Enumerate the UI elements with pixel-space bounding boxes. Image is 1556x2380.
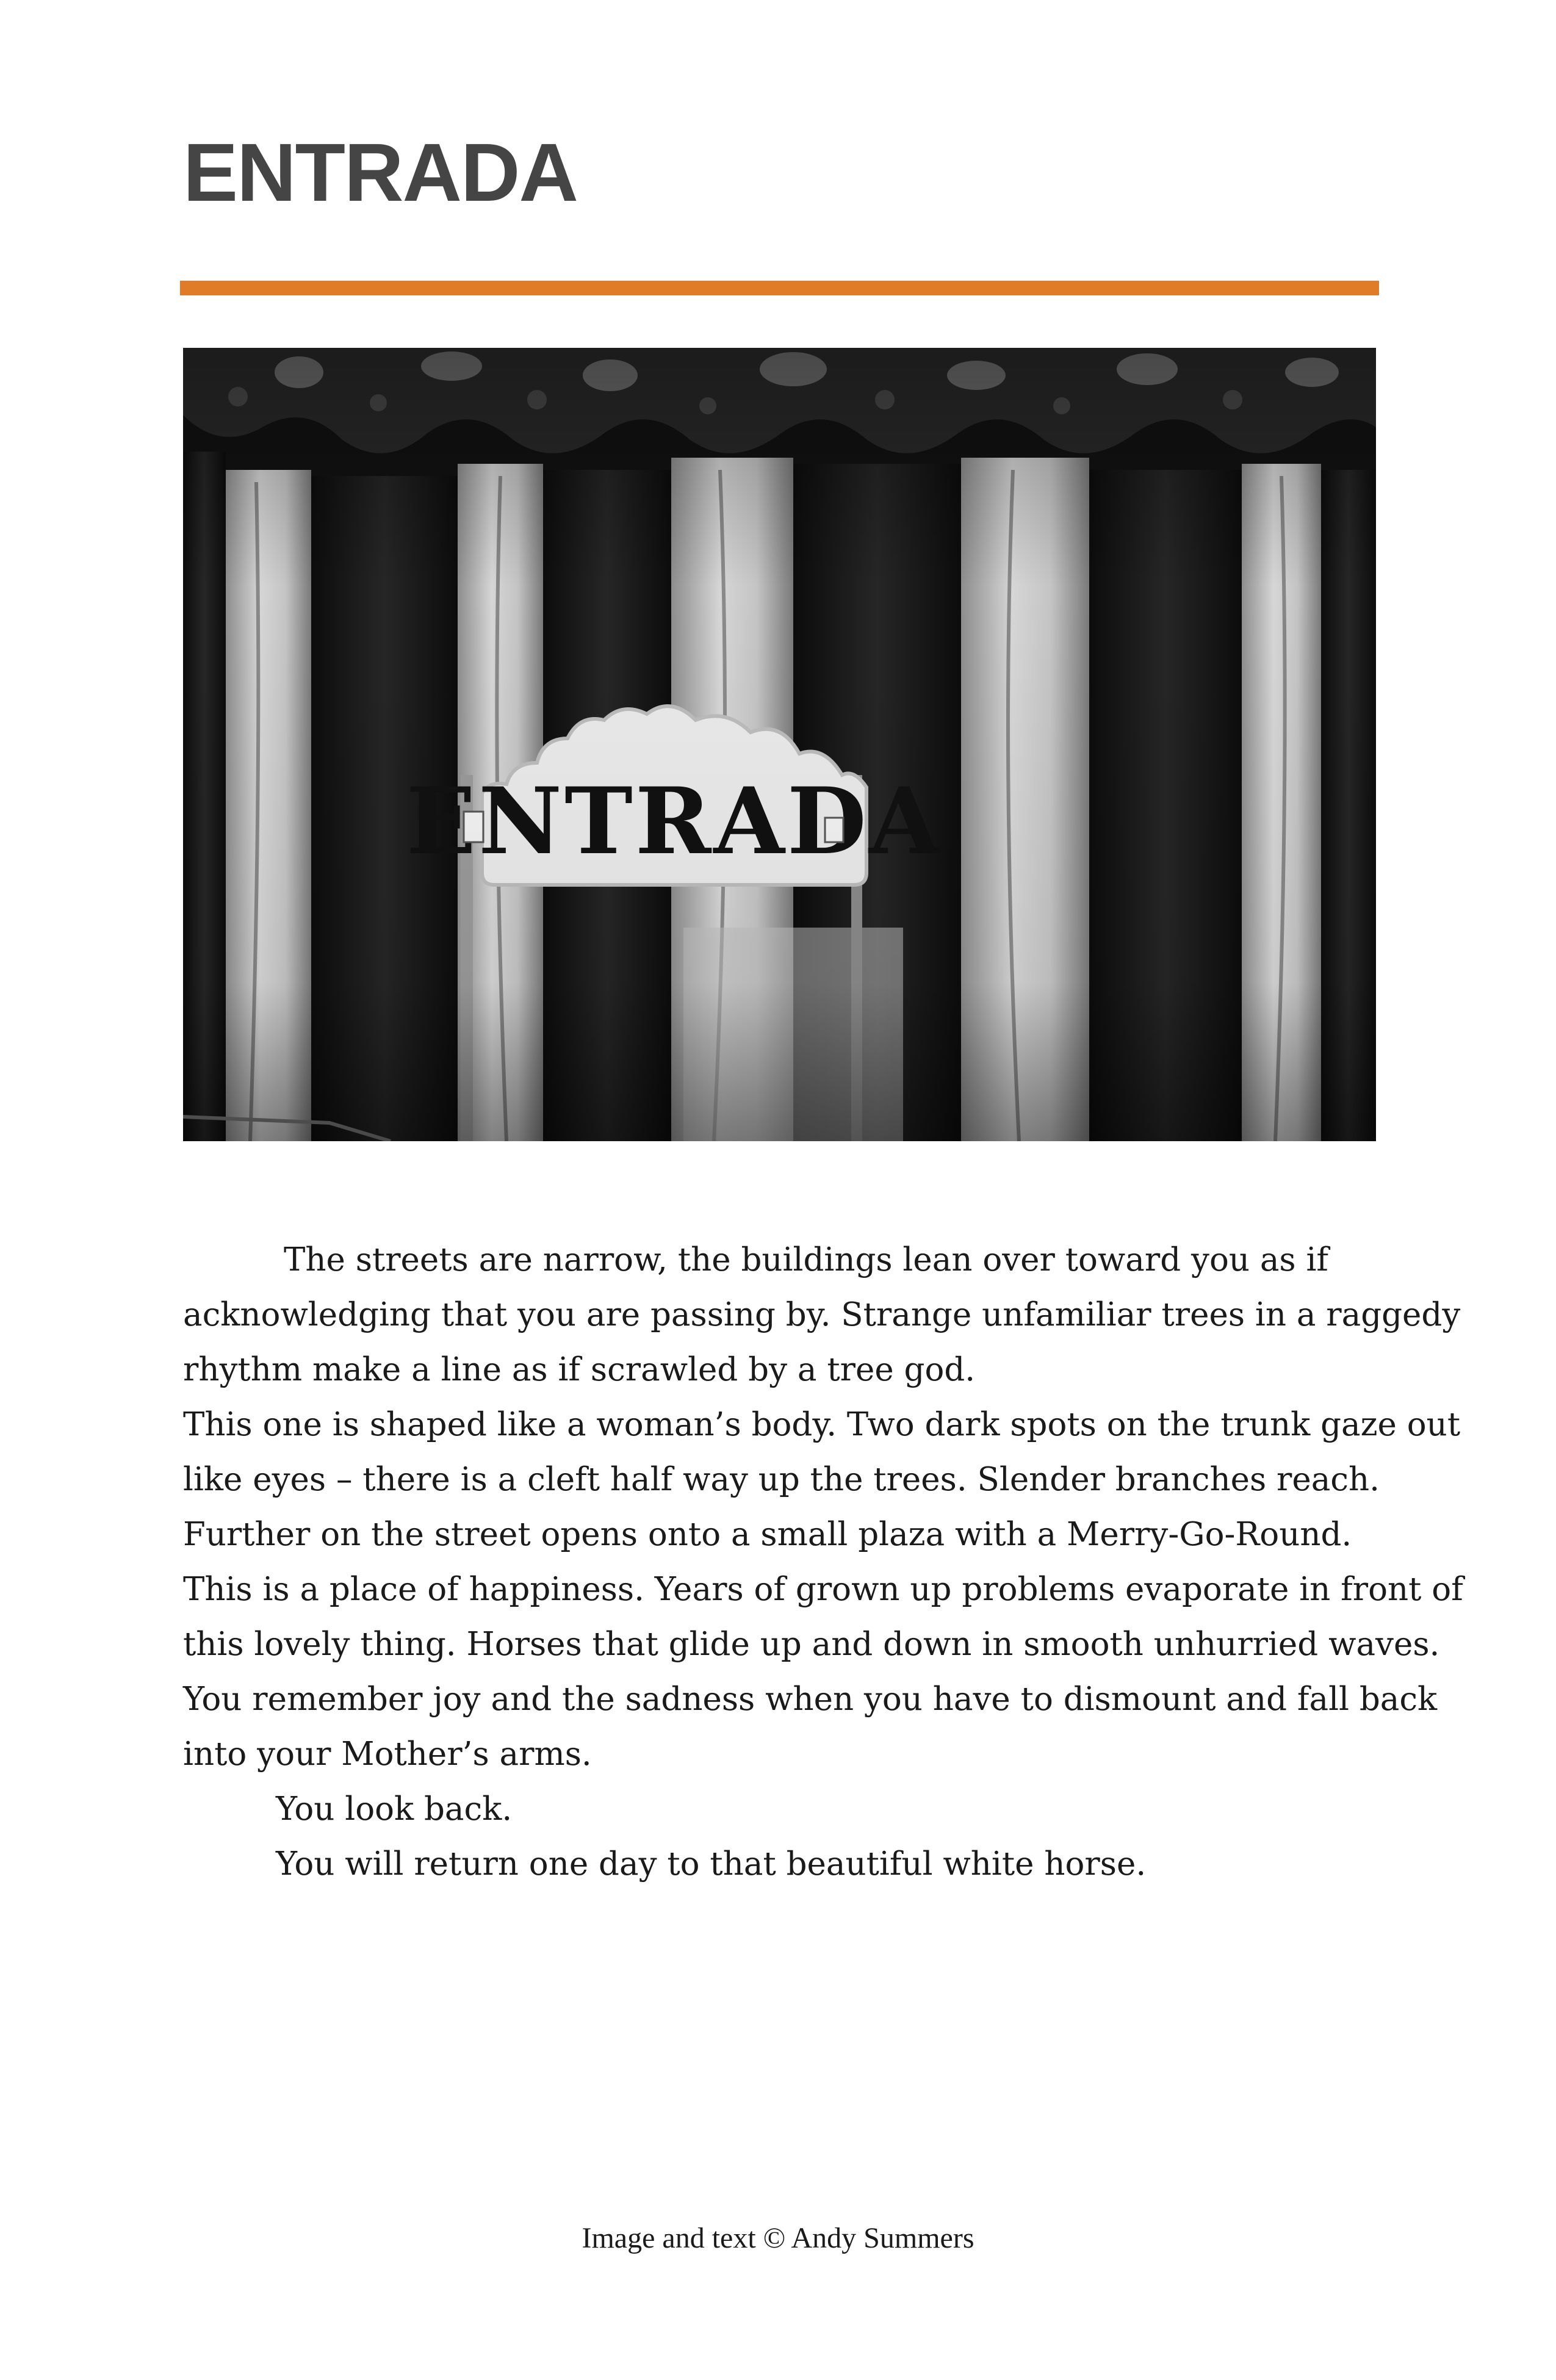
body-line: Further on the street opens onto a small plaza with a Merry-Go-Round. [183, 1516, 1352, 1553]
body-line: rhythm make a line as if scrawled by a tree god. [183, 1351, 976, 1388]
body-line: acknowledging that you are passing by. Strange unfamiliar trees in a raggedy [183, 1296, 1461, 1333]
body-line: This is a place of happiness. Years of grown up problems evaporate in front of [183, 1571, 1463, 1608]
carousel-entrance-photo [183, 348, 1376, 1141]
body-line: You remember joy and the sadness when you have to dismount and fall back [183, 1681, 1438, 1718]
body-line: this lovely thing. Horses that glide up and down in smooth unhurried waves. [183, 1626, 1440, 1663]
body-line: The streets are narrow, the buildings lean over toward you as if [284, 1241, 1329, 1278]
body-line: You look back. [276, 1790, 513, 1828]
title-divider [180, 281, 1379, 295]
body-line: You will return one day to that beautiful white horse. [276, 1845, 1147, 1883]
body-line: like eyes – there is a cleft half way up the trees. Slender branches reach. [183, 1461, 1380, 1498]
copyright-credit: Image and text © Andy Summers [582, 2222, 974, 2254]
page-title: ENTRADA [183, 126, 577, 218]
body-line: into your Mother’s arms. [183, 1736, 592, 1773]
body-text [183, 1233, 1463, 1892]
body-line: This one is shaped like a woman’s body. Two dark spots on the trunk gaze out [183, 1406, 1461, 1443]
